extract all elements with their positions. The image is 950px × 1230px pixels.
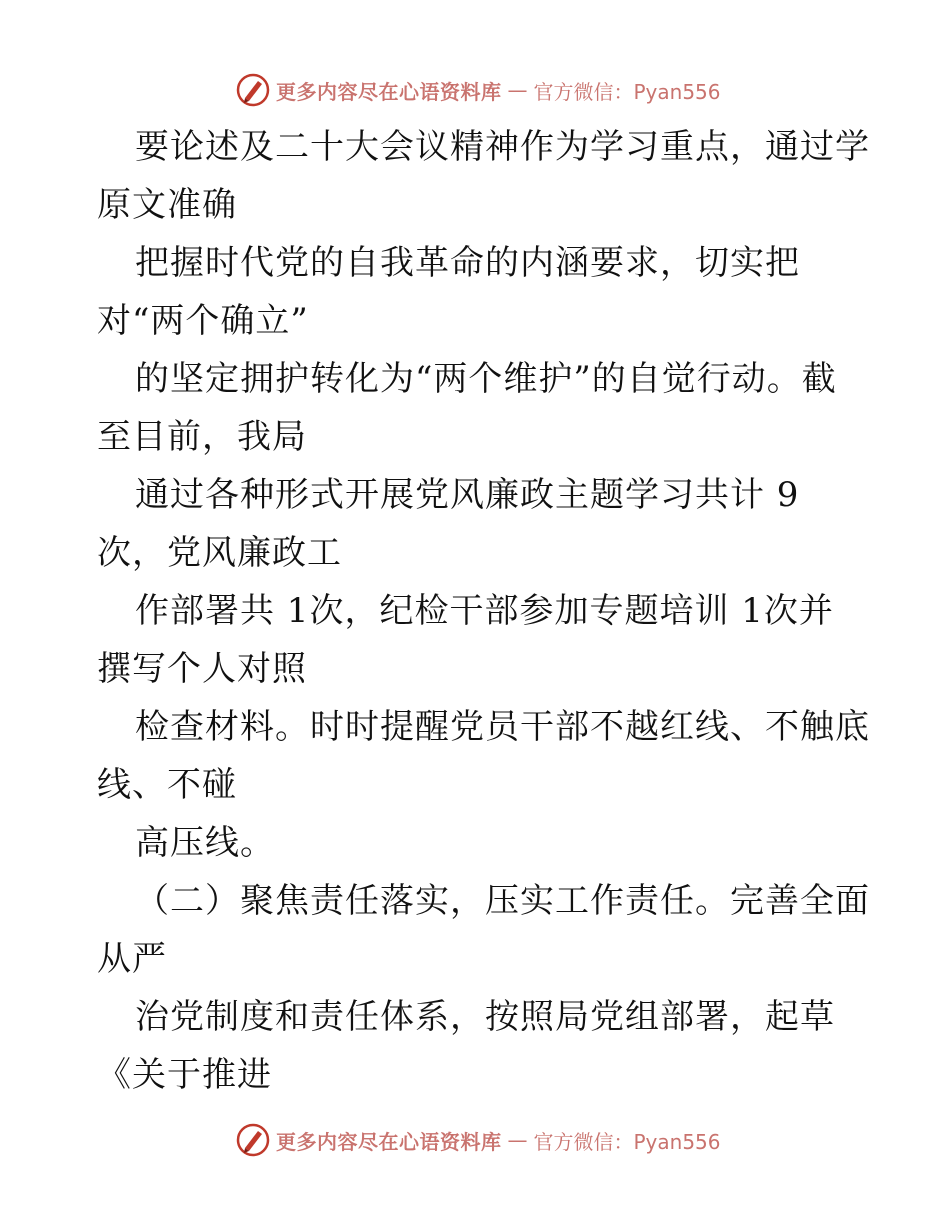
header-watermark (236, 72, 721, 108)
footer-brand-text: 更多内容尽在心语资料库 (276, 1129, 502, 1154)
body-line: 作部署共 1次，纪检干部参加专题培训 1次并 (135, 591, 834, 631)
body-line: 检查材料。时时提醒党员干部不越红线、不触底 (135, 707, 870, 747)
header-separator: — (507, 78, 528, 102)
document-body (97, 118, 870, 1104)
footer-separator: — (507, 1128, 528, 1152)
body-line: 从严 (97, 939, 167, 979)
body-line: 次，党风廉政工 (97, 533, 342, 573)
body-line: 线、不碰 (97, 765, 237, 805)
body-line: 原文准确 (97, 185, 237, 225)
body-line: 高压线。 (135, 823, 275, 863)
footer-watermark (236, 1122, 721, 1158)
header-brand-text: 更多内容尽在心语资料库 (276, 79, 502, 104)
body-line: 要论述及二十大会议精神作为学习重点，通过学 (135, 127, 870, 167)
pen-logo-icon (236, 1123, 270, 1157)
footer-wechat-text: 官方微信：Pyan556 (533, 1129, 721, 1154)
body-line: 的坚定拥护转化为“两个维护”的自觉行动。截 (135, 359, 837, 399)
body-line: 至目前，我局 (97, 417, 307, 457)
pen-logo-icon (236, 73, 270, 107)
body-line: 治党制度和责任体系，按照局党组部署，起草 (135, 997, 835, 1037)
body-line: 通过各种形式开展党风廉政主题学习共计 9 (135, 475, 800, 515)
body-line: 《关于推进 (97, 1055, 272, 1095)
body-line: 把握时代党的自我革命的内涵要求，切实把 (135, 243, 800, 283)
body-line: （二）聚焦责任落实，压实工作责任。完善全面 (135, 881, 870, 921)
header-wechat-text: 官方微信：Pyan556 (533, 79, 721, 104)
body-line: 对“两个确立” (97, 301, 309, 341)
body-line: 撰写个人对照 (97, 649, 307, 689)
